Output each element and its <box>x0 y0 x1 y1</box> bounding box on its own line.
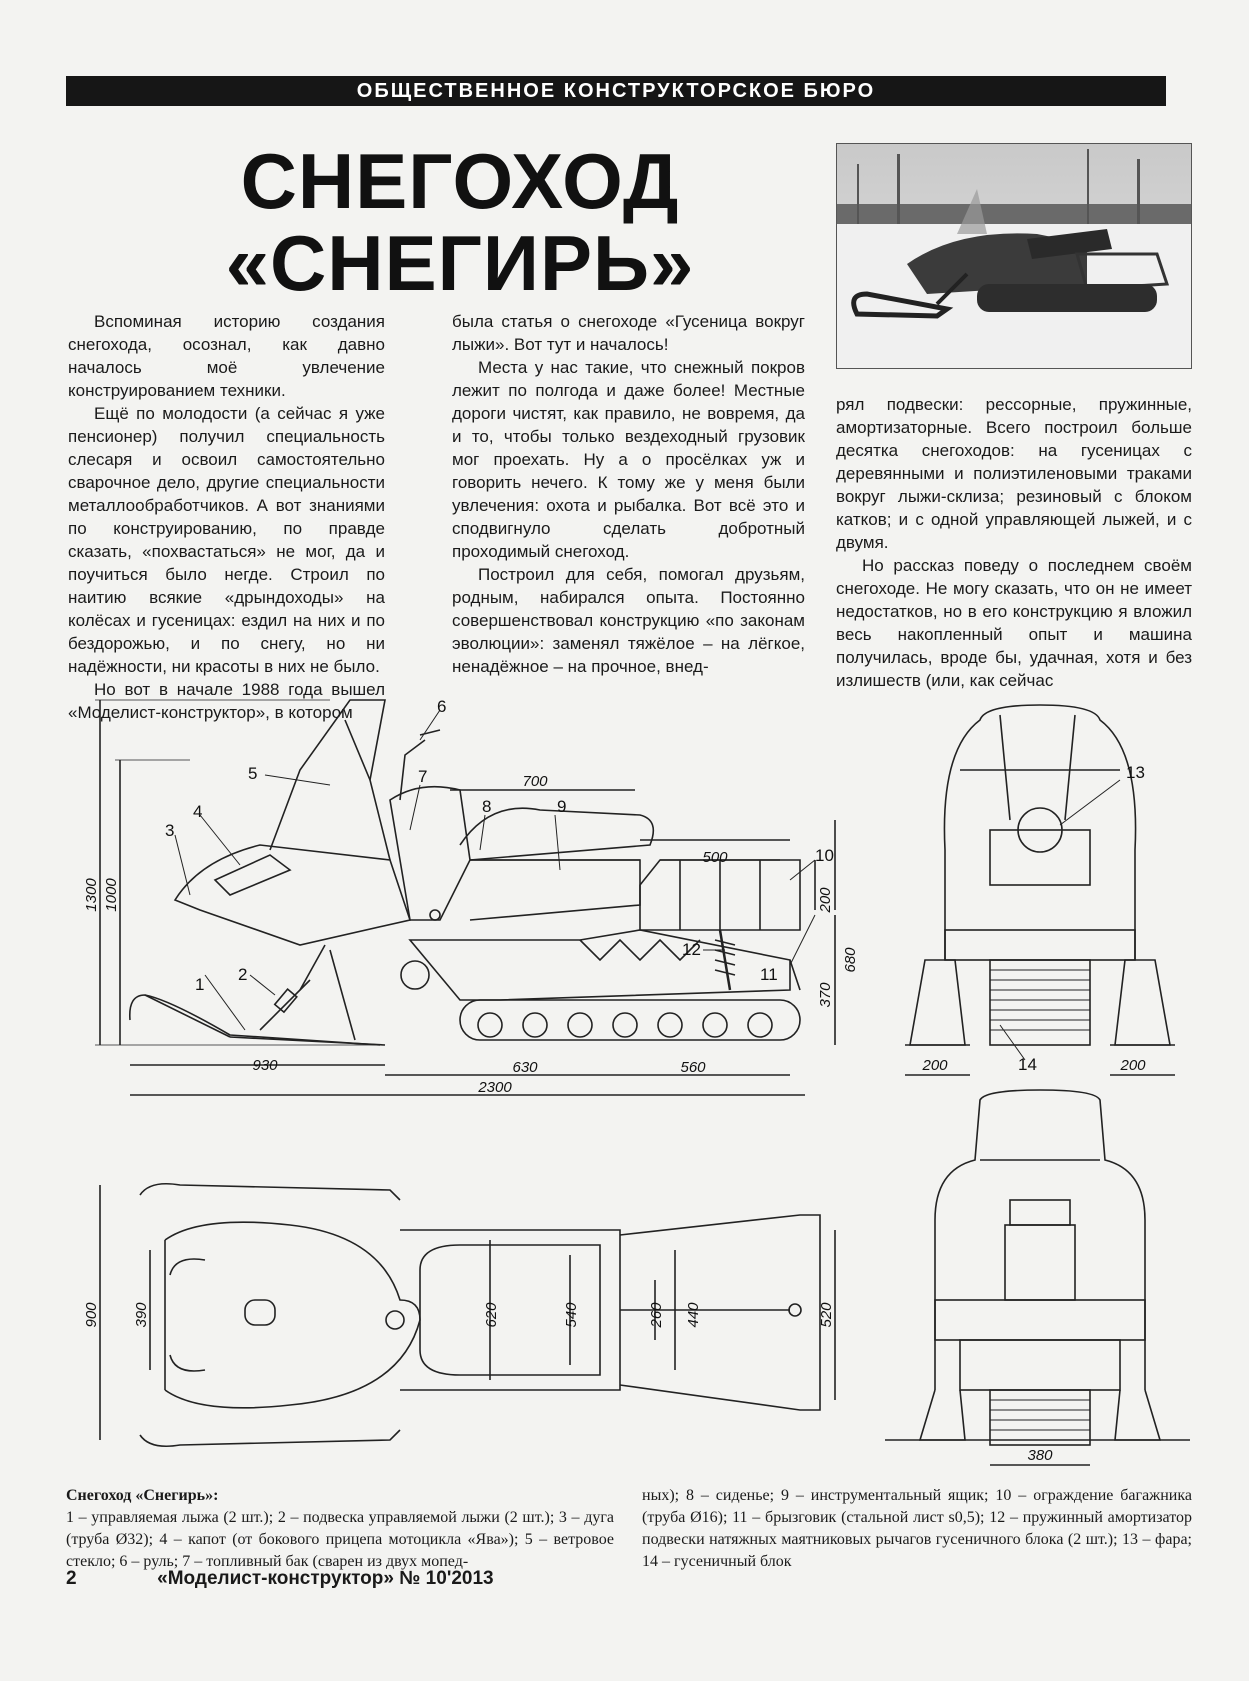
part-label-4: 4 <box>193 802 203 821</box>
part-label-6: 6 <box>437 697 447 716</box>
dim-900: 900 <box>83 1302 100 1328</box>
part-label-14: 14 <box>1018 1055 1037 1074</box>
col3-paragraph: рял подвески: рессорные, пружинные, амортизаторные. Всего построил больше десятка снегоходов: на гусеницах с деревянными и полиэтиленовыми траками вокруг лыжи-склиза; резиновый с блоком катков; и с одной управляющей лыжей, и с двумя. <box>836 395 1192 552</box>
col2-paragraph: была статья о снегоходе «Гусеница вокруг лыжи». Вот тут и началось! <box>452 312 805 354</box>
part-label-8: 8 <box>482 797 492 816</box>
dim-700: 700 <box>522 773 548 790</box>
dim-200-left: 200 <box>922 1057 948 1074</box>
dim-520: 520 <box>818 1302 835 1328</box>
top-view <box>100 1184 835 1447</box>
part-label-1: 1 <box>195 975 205 994</box>
photo-image <box>837 144 1191 368</box>
magazine-name: «Моделист-конструктор» № 10'2013 <box>157 1568 494 1589</box>
page-footer <box>66 1567 494 1591</box>
part-label-7: 7 <box>418 767 428 786</box>
dim-630: 630 <box>512 1059 538 1076</box>
dim-500: 500 <box>702 849 728 866</box>
dim-1000: 1000 <box>103 878 120 912</box>
side-view <box>95 700 835 1095</box>
title-line-2: «СНЕГИРЬ» <box>225 219 695 307</box>
caption-title: Снегоход «Снегирь»: <box>66 1487 219 1504</box>
dim-260: 260 <box>648 1302 665 1328</box>
dim-930: 930 <box>252 1057 278 1074</box>
page-number: 2 <box>66 1568 77 1589</box>
part-label-9: 9 <box>557 797 567 816</box>
part-label-3: 3 <box>165 821 175 840</box>
article-column-2 <box>452 310 805 678</box>
caption-text-right: ных); 8 – сиденье; 9 – инструментальный ящик; 10 – ограждение багажника (труба Ø16); 11 – брызговик (стальной лист s0,5); 12 – пружинный амортизатор подвески натяжных маятниковых рычагов гусеничного блока (2 шт.); 13 – фара; 14 – гусеничный блок <box>642 1487 1192 1570</box>
dim-620: 620 <box>483 1302 500 1328</box>
dim-440: 440 <box>685 1302 702 1328</box>
dim-380: 380 <box>1027 1447 1053 1464</box>
part-label-13: 13 <box>1126 763 1145 782</box>
title-line-1: СНЕГОХОД <box>240 137 680 225</box>
dim-560: 560 <box>680 1059 706 1076</box>
part-label-12: 12 <box>682 940 701 959</box>
col1-paragraph: Но вот в начале 1988 года вышел «Моделист-конструктор», в котором <box>68 680 385 722</box>
dim-680: 680 <box>842 947 859 973</box>
caption-text-left: 1 – управляемая лыжа (2 шт.); 2 – подвеска управляемой лыжи (2 шт.); 3 – дуга (труба Ø32); 4 – капот (от бокового прицепа мотоцикла «Ява»); 5 – ветровое стекло; 6 – руль; 7 – топливный бак (сварен из двух мопед- <box>66 1509 614 1570</box>
col1-paragraph: Ещё по молодости (а сейчас я уже пенсионер) получил специальность слесаря и освоил самостоятельно сварочное дело, другие специальности металлообработчиков. А вот знаниями по конструированию, по правде сказать, «похвастаться» не мог, да и поучиться было негде. Строил по наитию всякие «дрындоходы» на колёсах и гусеницах: ездил на них и по бездорожью, и по снегу, но ни надёжности, ни красоты в них не было. <box>68 404 385 676</box>
col3-paragraph: Но рассказ поведу о последнем своём снегоходе. Не могу сказать, что он не имеет недостатков, но в его конструкцию я вложил весь накопленный опыт и машина получилась, вроде бы, удачная, хотя и без излишеств (или, как сейчас <box>836 556 1192 690</box>
dim-1300: 1300 <box>83 878 100 912</box>
article-column-3 <box>836 393 1192 692</box>
part-label-10: 10 <box>815 846 834 865</box>
article-column-1 <box>68 310 385 724</box>
dim-200: 200 <box>817 887 834 913</box>
section-header: ОБЩЕСТВЕННОЕ КОНСТРУКТОРСКОЕ БЮРО <box>66 76 1166 106</box>
dim-200-right: 200 <box>1120 1057 1146 1074</box>
figure-caption-left <box>66 1485 614 1573</box>
part-label-5: 5 <box>248 764 258 783</box>
col2-paragraph: Построил для себя, помогал друзьям, родным, набирался опыта. Постоянно совершенствовал конструкцию «по законам эволюции»: заменял тяжёлое – на лёгкое, ненадёжное – на прочное, внед- <box>452 565 805 676</box>
technical-drawing <box>0 680 1249 1480</box>
dim-370: 370 <box>817 982 834 1008</box>
part-label-2: 2 <box>238 965 248 984</box>
col1-paragraph: Вспоминая историю создания снегохода, осознал, как давно началось моё увлечение конструированием техники. <box>68 312 385 400</box>
figure-caption-right <box>642 1485 1192 1573</box>
part-label-11: 11 <box>760 965 778 984</box>
front-view <box>905 705 1175 1075</box>
dim-390: 390 <box>133 1302 150 1328</box>
col2-paragraph: Места у нас такие, что снежный покров лежит по полгода и даже более! Местные дороги чистят, как правило, не вовремя, да и то, чтобы только вездеходный грузовик мог проехать. Ну а о просёлках уж и говорить нечего. К тому же у меня были увлечения: охота и рыбалка. Вот всё это и сподвигнуло сделать добротный проходимый снегоход. <box>452 358 805 561</box>
rear-view <box>885 1090 1190 1465</box>
dim-2300: 2300 <box>478 1079 512 1096</box>
snowmobile-photo <box>836 143 1192 369</box>
dim-540: 540 <box>563 1302 580 1328</box>
